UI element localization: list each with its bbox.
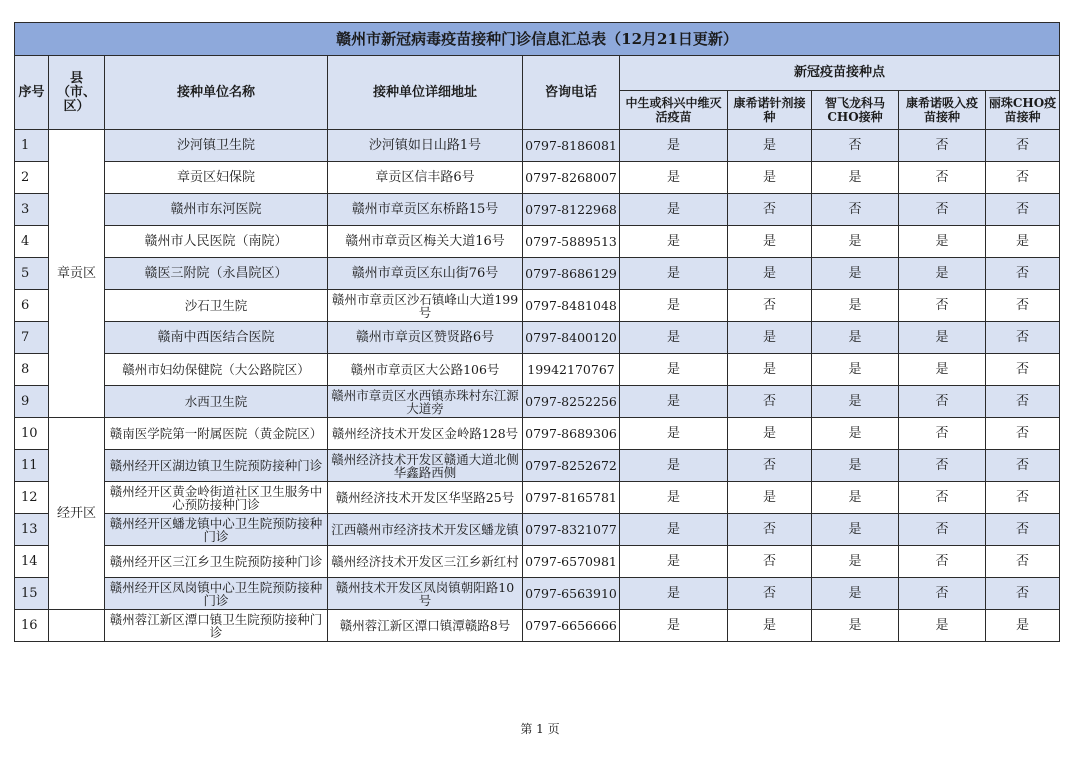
vaccine-3-cell: 是	[812, 226, 899, 258]
vaccine-2-cell: 否	[728, 546, 812, 578]
vaccine-1-cell: 是	[620, 418, 728, 450]
phone-cell: 0797-8122968	[523, 194, 620, 226]
phone-cell: 0797-6563910	[523, 578, 620, 610]
vaccine-5-cell: 否	[986, 322, 1060, 354]
vaccine-4-cell: 否	[899, 194, 986, 226]
unit-name-cell: 赣州市人民医院（南院）	[105, 226, 328, 258]
row-number: 8	[15, 354, 49, 386]
vaccine-2-cell: 是	[728, 162, 812, 194]
row-number: 4	[15, 226, 49, 258]
table-row	[15, 290, 1060, 322]
header-unit-address: 接种单位详细地址	[328, 56, 523, 130]
row-number: 9	[15, 386, 49, 418]
unit-address-cell: 赣州经济技术开发区赣通大道北侧华鑫路西侧	[328, 450, 523, 482]
row-number: 2	[15, 162, 49, 194]
unit-address-cell: 赣州市章贡区梅关大道16号	[328, 226, 523, 258]
phone-cell: 0797-8252672	[523, 450, 620, 482]
unit-name-cell: 沙石卫生院	[105, 290, 328, 322]
unit-address-cell: 赣州经济技术开发区华坚路25号	[328, 482, 523, 514]
table-row	[15, 226, 1060, 258]
vaccine-4-cell: 否	[899, 386, 986, 418]
vaccine-3-cell: 是	[812, 354, 899, 386]
unit-name-cell: 赣州经开区蟠龙镇中心卫生院预防接种门诊	[105, 514, 328, 546]
vaccine-4-cell: 是	[899, 322, 986, 354]
vaccine-5-cell: 否	[986, 258, 1060, 290]
unit-address-cell: 赣州经济技术开发区金岭路128号	[328, 418, 523, 450]
unit-name-cell: 章贡区妇保院	[105, 162, 328, 194]
table-row	[15, 162, 1060, 194]
vaccine-2-cell: 是	[728, 130, 812, 162]
phone-cell: 0797-5889513	[523, 226, 620, 258]
table-row	[15, 578, 1060, 610]
vaccine-2-cell: 是	[728, 418, 812, 450]
phone-cell: 0797-8689306	[523, 418, 620, 450]
vaccine-2-cell: 是	[728, 482, 812, 514]
phone-cell: 0797-6570981	[523, 546, 620, 578]
vaccine-3-cell: 是	[812, 450, 899, 482]
vaccine-1-cell: 是	[620, 194, 728, 226]
vaccine-4-cell: 否	[899, 162, 986, 194]
table-row	[15, 322, 1060, 354]
vaccine-4-cell: 否	[899, 418, 986, 450]
vaccine-3-cell: 是	[812, 514, 899, 546]
unit-address-cell: 赣州市章贡区赞贤路6号	[328, 322, 523, 354]
vaccine-5-cell: 是	[986, 226, 1060, 258]
district-cell	[49, 610, 105, 642]
row-number: 11	[15, 450, 49, 482]
unit-address-cell: 赣州蓉江新区潭口镇潭赣路8号	[328, 610, 523, 642]
vaccine-4-cell: 否	[899, 482, 986, 514]
row-number: 3	[15, 194, 49, 226]
unit-address-cell: 章贡区信丰路6号	[328, 162, 523, 194]
unit-name-cell: 沙河镇卫生院	[105, 130, 328, 162]
unit-address-cell: 江西赣州市经济技术开发区蟠龙镇	[328, 514, 523, 546]
phone-cell: 0797-8321077	[523, 514, 620, 546]
vaccine-5-cell: 是	[986, 610, 1060, 642]
vaccine-4-cell: 否	[899, 450, 986, 482]
table-row	[15, 546, 1060, 578]
table-row	[15, 386, 1060, 418]
vaccine-3-cell: 是	[812, 386, 899, 418]
vaccine-3-cell: 是	[812, 482, 899, 514]
unit-address-cell: 赣州市章贡区东山街76号	[328, 258, 523, 290]
vaccine-2-cell: 否	[728, 578, 812, 610]
vaccine-1-cell: 是	[620, 482, 728, 514]
header-phone: 咨询电话	[523, 56, 620, 130]
row-number: 16	[15, 610, 49, 642]
vaccine-1-cell: 是	[620, 610, 728, 642]
unit-name-cell: 赣州市东河医院	[105, 194, 328, 226]
vaccine-5-cell: 否	[986, 162, 1060, 194]
vaccine-1-cell: 是	[620, 258, 728, 290]
vaccine-4-cell: 是	[899, 610, 986, 642]
unit-address-cell: 赣州经济技术开发区三江乡新红村	[328, 546, 523, 578]
table-row	[15, 610, 1060, 642]
header-seq: 序号	[15, 56, 49, 130]
vaccine-1-cell: 是	[620, 226, 728, 258]
unit-address-cell: 赣州市章贡区东桥路15号	[328, 194, 523, 226]
vaccine-4-cell: 是	[899, 258, 986, 290]
row-number: 10	[15, 418, 49, 450]
vaccine-3-cell: 否	[812, 194, 899, 226]
table-row	[15, 354, 1060, 386]
table-title: 赣州市新冠病毒疫苗接种门诊信息汇总表（12月21日更新）	[15, 23, 1060, 56]
vaccine-4-cell: 否	[899, 546, 986, 578]
vaccine-5-cell: 否	[986, 514, 1060, 546]
unit-name-cell: 赣州市妇幼保健院（大公路院区）	[105, 354, 328, 386]
table-body	[15, 130, 1060, 642]
vaccine-1-cell: 是	[620, 546, 728, 578]
unit-address-cell: 赣州市章贡区沙石镇峰山大道199号	[328, 290, 523, 322]
vaccine-3-cell: 是	[812, 290, 899, 322]
row-number: 12	[15, 482, 49, 514]
vaccine-3-cell: 是	[812, 322, 899, 354]
unit-address-cell: 赣州技术开发区凤岗镇朝阳路10号	[328, 578, 523, 610]
vaccine-2-cell: 是	[728, 610, 812, 642]
unit-name-cell: 赣州经开区湖边镇卫生院预防接种门诊	[105, 450, 328, 482]
vaccine-2-cell: 是	[728, 354, 812, 386]
vaccination-table	[14, 22, 1060, 642]
header-vaccine-1: 中生或科兴中维灭活疫苗	[620, 91, 728, 130]
header-county: 县（市、区）	[49, 56, 105, 130]
vaccine-3-cell: 是	[812, 162, 899, 194]
vaccine-2-cell: 否	[728, 450, 812, 482]
header-unit-name: 接种单位名称	[105, 56, 328, 130]
vaccine-1-cell: 是	[620, 130, 728, 162]
row-number: 6	[15, 290, 49, 322]
vaccine-4-cell: 是	[899, 226, 986, 258]
table-row	[15, 194, 1060, 226]
phone-cell: 0797-8481048	[523, 290, 620, 322]
vaccine-4-cell: 是	[899, 354, 986, 386]
vaccine-3-cell: 否	[812, 130, 899, 162]
unit-name-cell: 赣南中西医结合医院	[105, 322, 328, 354]
vaccine-2-cell: 是	[728, 258, 812, 290]
header-vaccine-group: 新冠疫苗接种点	[620, 56, 1060, 91]
vaccine-5-cell: 否	[986, 130, 1060, 162]
vaccine-2-cell: 否	[728, 290, 812, 322]
vaccine-5-cell: 否	[986, 578, 1060, 610]
vaccine-1-cell: 是	[620, 290, 728, 322]
vaccine-4-cell: 否	[899, 514, 986, 546]
row-number: 1	[15, 130, 49, 162]
row-number: 5	[15, 258, 49, 290]
unit-name-cell: 赣医三附院（永昌院区）	[105, 258, 328, 290]
row-number: 13	[15, 514, 49, 546]
vaccine-3-cell: 是	[812, 610, 899, 642]
vaccine-2-cell: 否	[728, 194, 812, 226]
unit-name-cell: 赣州经开区凤岗镇中心卫生院预防接种门诊	[105, 578, 328, 610]
vaccine-1-cell: 是	[620, 322, 728, 354]
vaccine-3-cell: 是	[812, 258, 899, 290]
unit-address-cell: 赣州市章贡区大公路106号	[328, 354, 523, 386]
unit-name-cell: 赣州蓉江新区潭口镇卫生院预防接种门诊	[105, 610, 328, 642]
vaccine-2-cell: 是	[728, 226, 812, 258]
unit-name-cell: 水西卫生院	[105, 386, 328, 418]
phone-cell: 0797-8268007	[523, 162, 620, 194]
phone-cell: 0797-8252256	[523, 386, 620, 418]
vaccine-5-cell: 否	[986, 290, 1060, 322]
vaccine-5-cell: 否	[986, 418, 1060, 450]
row-number: 7	[15, 322, 49, 354]
unit-name-cell: 赣州经开区黄金岭街道社区卫生服务中心预防接种门诊	[105, 482, 328, 514]
table-row	[15, 450, 1060, 482]
vaccine-1-cell: 是	[620, 386, 728, 418]
phone-cell: 0797-8186081	[523, 130, 620, 162]
vaccine-2-cell: 否	[728, 386, 812, 418]
vaccine-4-cell: 否	[899, 290, 986, 322]
vaccine-5-cell: 否	[986, 482, 1060, 514]
table-row	[15, 258, 1060, 290]
vaccine-3-cell: 是	[812, 418, 899, 450]
vaccine-5-cell: 否	[986, 450, 1060, 482]
page-footer: 第 1 页	[520, 722, 560, 736]
table-row	[15, 514, 1060, 546]
phone-cell: 0797-8400120	[523, 322, 620, 354]
district-cell: 经开区	[49, 418, 105, 610]
header-vaccine-2: 康希诺针剂接种	[728, 91, 812, 130]
vaccine-5-cell: 否	[986, 354, 1060, 386]
vaccine-3-cell: 是	[812, 546, 899, 578]
vaccine-1-cell: 是	[620, 162, 728, 194]
header-vaccine-5: 丽珠CHO疫苗接种	[986, 91, 1060, 130]
unit-name-cell: 赣南医学院第一附属医院（黄金院区）	[105, 418, 328, 450]
phone-cell: 19942170767	[523, 354, 620, 386]
table-row	[15, 130, 1060, 162]
unit-name-cell: 赣州经开区三江乡卫生院预防接种门诊	[105, 546, 328, 578]
vaccine-4-cell: 否	[899, 130, 986, 162]
vaccine-4-cell: 否	[899, 578, 986, 610]
vaccine-1-cell: 是	[620, 450, 728, 482]
vaccine-1-cell: 是	[620, 514, 728, 546]
vaccine-1-cell: 是	[620, 578, 728, 610]
phone-cell: 0797-8686129	[523, 258, 620, 290]
vaccine-3-cell: 是	[812, 578, 899, 610]
row-number: 15	[15, 578, 49, 610]
phone-cell: 0797-8165781	[523, 482, 620, 514]
unit-address-cell: 沙河镇如日山路1号	[328, 130, 523, 162]
district-cell: 章贡区	[49, 130, 105, 418]
header-vaccine-4: 康希诺吸入疫苗接种	[899, 91, 986, 130]
unit-address-cell: 赣州市章贡区水西镇赤珠村东江源大道旁	[328, 386, 523, 418]
row-number: 14	[15, 546, 49, 578]
vaccine-2-cell: 是	[728, 322, 812, 354]
vaccine-5-cell: 否	[986, 546, 1060, 578]
vaccine-5-cell: 否	[986, 194, 1060, 226]
vaccine-5-cell: 否	[986, 386, 1060, 418]
table-row	[15, 418, 1060, 450]
phone-cell: 0797-6656666	[523, 610, 620, 642]
header-vaccine-3: 智飞龙科马CHO接种	[812, 91, 899, 130]
vaccine-2-cell: 否	[728, 514, 812, 546]
table-row	[15, 482, 1060, 514]
vaccine-1-cell: 是	[620, 354, 728, 386]
